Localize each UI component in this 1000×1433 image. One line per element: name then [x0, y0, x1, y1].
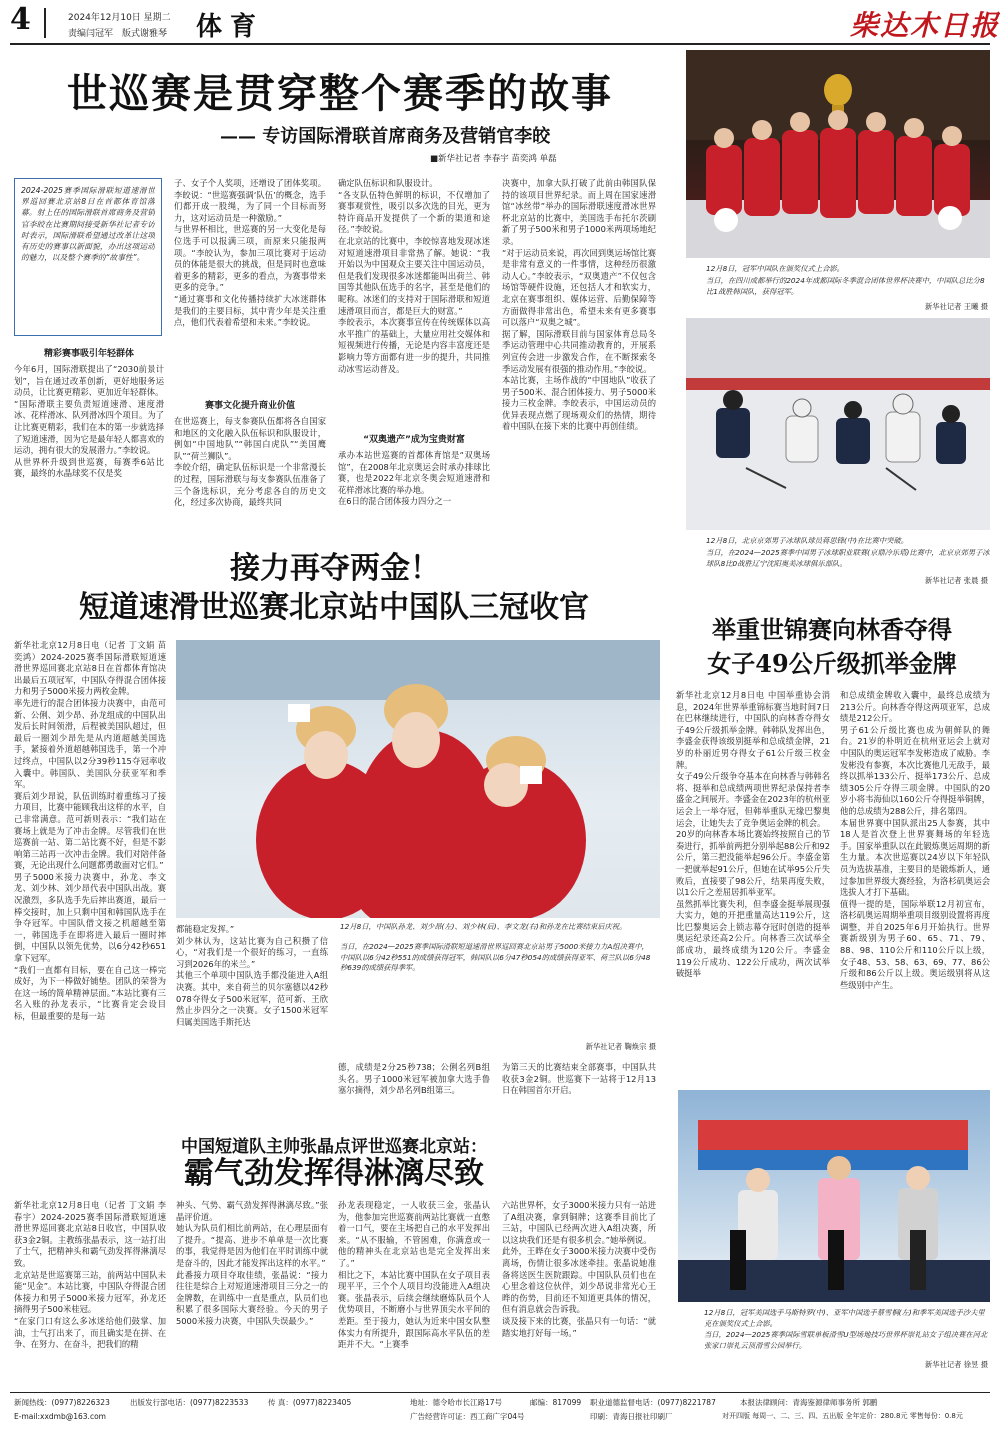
issue-date: 2024年12月10日 星期二 — [68, 13, 171, 23]
photo3-caption: 12月8日，中国队孙龙、刘少昂(左)、刘少林(后)、李文龙(右)和孙龙在比赛结束后庆祝。 — [340, 922, 627, 931]
footer — [10, 1396, 990, 1430]
footer-news-hotline: 新闻热线：(0977)8226323 — [14, 1398, 110, 1407]
article2-col2: 都能稳定发挥。” 刘少林认为，这站比赛为自己积攒了信心，“对我们是一个很好的练习，一直练习到2026年的米兰。” 其他三个单项中国队选手都没能进入A组决赛。其中，来自荷兰的贝尔塞德以42秒078夺得女子500米冠军，范可新、王欣然止步四分之一决赛。女子1500米冠军归属美国选手斯托达 — [176, 924, 328, 1027]
article2-col1: 新华社北京12月8日电（记者 丁文娟 苗奕鸿）2024-2025赛季国际滑联短道速滑世界巡回赛北京站8日在首都体育馆决出最后五项冠军，中国队夺得混合团体接力和男子5000米接力两枚金牌。 率先进行的混合团体接力决赛中，由范可新、公俐、刘少昂、孙龙组成的中国队出发后长时间领滑，后程被美国队超过，但最后一圈刘少昂先是从内道超越美国选手，紧接着外道超越韩国选手，第一个冲过终点，中国队以2分39秒115夺冠率收入囊中。韩国队、美国队分获亚军和季军。 赛后刘少昂说，队伍训练时着重练习了接力项目，比赛中能顾我出这样的水平，自己非常满意。范可新则表示：“我们站在赛场上就是为了冲击金牌。尽管我们在世巡赛前一站、第二站比赛不好，但是不影响第三站再一次冲击金牌。我们对陪伴备赛，无论出现什么问题都勇敢面对它们。” 男子5000米接力决赛中，孙龙、李文龙、刘少林、刘少昂代表中国队出战。赛况激烈，多队选手先后摔出赛道，最后一棒交接时，加上只剩中国和韩国队选手在争夺冠军。中国队借文接之机超越至第一，韩国选手在即将进入最后一圈时摔倒，中国队以领先优势，以6分42秒651拿下冠军。 “我们一直都有目标，要在自己这一棒完成好，为下一棒做好铺垫。团队的荣誉为在这一场的简单精神层面。”本站比赛有三名入账的孙龙表示，“比赛肯定会设目标，但最重要的是每一站 — [14, 640, 166, 1021]
photo-snowboard-podium — [678, 1090, 990, 1302]
article3-col1: 新华社北京12月8日电 中国举重协会消息，2024年世界举重锦标赛当地时间7日在巴林继续进行，中国队的向林香夺得女子49公斤级抓举金牌。韩韩队发挥出色，李盛金获得该级别挺举和总成绩金牌，21岁的朴丽近男夺得女子61公斤级三枚金牌。 女子49公斤级争夺基本在向林香与韩韩名将、挺举和总成绩两项世界纪录保持者李盛金之间展开。李盛金在2023年的杭州亚运会上一举夺冠，但韩举重队无缘巴黎奥运会，让她失去了竞争奥运金牌的机会。 20岁的向林香本场比赛始终按照自己的节奏进行，抓举前两把分别举起88公斤和92公斤，第三把没能举起96公斤。李盛金第一把就举起91公斤，但她在试举95公斤失败后，直接要了98公斤，结果再度失败，以1公斤之差屈居抓举亚军。 虽然抓举比赛失利，但李盛金挺举展现强大实力，她的开把重量高达119公斤，这比巴黎奥运会上锁志幕夺冠时创造的挺举奥运纪录还高2公斤。向林香三次试举全部成功，最终成绩为120公斤。李盛金119公斤成功、122公斤成功，两次试举破挺举 — [676, 690, 830, 979]
footer-ad-license: 广告经营许可证：西工商广字04号 — [410, 1412, 525, 1421]
photo-team-celebration — [686, 50, 990, 258]
article2-col3: 德，成绩是2分25秒738；公俐名列B组头名。男子1000米冠军被加拿大选手鲁塞尔摘得，刘少昂名列B组第三。 — [338, 1062, 490, 1096]
article2-title-line1: 接力再夺两金！ — [230, 551, 440, 586]
masthead — [0, 0, 1000, 46]
photo-relay-celebration — [176, 640, 660, 918]
masthead-divider — [44, 8, 46, 38]
article1-col2: 子、女子个人奖项，还增设了团体奖项。李皎说：“世巡赛强调‘队伍’的概念，选手们都开成一股绳，为了同一个目标而努力，这对运动员是一种激励。” 与世界杯相比，世巡赛的另一大变化是每位选手可以报满三项，而原来只能报两项。“李皎认为，参加三项比赛对于运动员的体能是很大的挑战，但是同时也意味着更多的精彩，更多的看点，为赛事带来更多的竞争。” “通过赛事和文化传播持续扩大冰迷群体是我们的主要目标，其中青少年是关注重点，他们代表着希望和未来。”李皎说。 — [174, 178, 326, 328]
footer-pricing: 对开四版 每周一、二、三、四、五出版 全年定价：280.8元 零售每份：0.8元 — [722, 1412, 963, 1420]
photo4-description: 当日，2024—2025赛季国际雪联单板滑雪U型场地技巧世界杯崇礼站女子组决赛在河北张家口崇礼云顶滑雪公园举行。 — [704, 1330, 988, 1350]
photo2-caption: 12月8日，北京京郊男子冰球队球员蒋思锋(中)在比赛中突破。 — [706, 536, 909, 545]
photo4-caption: 12月8日，冠军美国选手马斯特罗(中)、亚军中国选手蔡雪桐(左)和季军美国选手沙夫里克在颁奖仪式上合影。 — [704, 1308, 985, 1328]
section-title: 体育 — [196, 12, 265, 42]
article1-section3-title: “双奥遗产”成为宝贵财富 — [363, 435, 465, 445]
photo1-caption: 12月8日，冠军中国队在颁奖仪式上合影。 — [706, 264, 844, 273]
article2-title-line2: 短道速滑世巡赛北京站中国队三冠收官 — [79, 590, 589, 625]
editor-credit: 责编闫冠军 — [68, 29, 114, 39]
photo3-credit: 新华社记者 鞠焕宗 摄 — [585, 1042, 656, 1051]
article1-col1: 今年6月，国际滑联提出了“2030前景计划”，旨在通过改革创新，更好地服务运动员，让比赛更精彩、更加近年轻群体。 “国际滑联主要负责短道速滑、速度滑冰、花样滑冰、队列滑冰四个项目。为了让比赛更精彩，我们在本的第一步就选择了短道速滑，因为它是最年轻人都喜欢的运动，拥有很大的发展潜力。”李皎说。 从世界杯升级到世巡赛，每赛季6站比赛，最终的水晶球奖不仅是奖 — [14, 364, 164, 479]
article4-title: 霸气劲发挥得淋漓尽致 — [184, 1156, 484, 1191]
photo-ice-hockey — [686, 318, 990, 530]
photo2-description: 当日，在2024—2025赛季中国男子冰球职业联赛(京鼎冷乐塔)比赛中，北京京郊男子冰球队8比0战胜辽宁沈阳奥美冰球俱乐部队。 — [706, 548, 990, 568]
footer-legal-advisor: 本报法律顾问：青海鉴源律师事务所 郭鹏 — [740, 1398, 878, 1407]
article4-kicker: 中国短道队主帅张晶点评世巡赛北京站： — [181, 1137, 487, 1157]
footer-distribution-phone: 出版发行部电话：(0977)8223533 — [130, 1398, 249, 1407]
article1-col3: 确定队伍标识和队服设计。 “各支队伍特色鲜明的标识，不仅增加了赛事观赏性，吸引以多次选的目光，更为特许商品开发提供了一个新的渠道和途径。”李皎说。 在北京站的比赛中，李皎惊喜地发现冰迷对短道速滑项目非常热了解。她说：“我开始以为中国观众主要关注中国运动员，但是我们发现很多冰迷都能叫出荷兰、韩国等其他队伍选手的名字，甚至是他们的昵称。冰迷们的支持对于国际滑联和短道速滑项目而言，都是巨大的财富。” 李皎表示，本次赛事宣传在传统媒体以高水平推广的基础上，大量应用社交媒体和短视频进行传播，无论是内容丰富度还是影响力等方面都有进一步的提升，共同推动冰雪运动普及。 — [338, 178, 490, 374]
designer-credit: 版式谢雅琴 — [122, 29, 168, 39]
article4-col4: 六站世界杯，女子3000米接力只有一站进了A组决赛，拿到铜牌；这赛季目前比了三站，中国队已经两次进入A组决赛，所以这块我们还是有很多机会。”她举例说。 此外，王晔在女子3000米接力决赛中受伤离场，伤情让很多冰迷牵挂。张晶说她准备将送医生医院跟踪。中国队队员们也在心里念着这位伙伴，刘少昂说非常光心王晔的伤势，目前还不知道更具体的情况，但有消息就会告诉我。 谈及接下来的比赛，张晶只有一句话：“就踏实地打好每一场。” — [502, 1200, 656, 1338]
newspaper-logo: 柴达木日报 — [850, 9, 1000, 42]
footer-printer: 印刷：青海日报社印刷厂 — [590, 1412, 673, 1421]
article4-col2: 神头、气势、霸气劲发挥得淋漓尽致。”张晶评价道。 她认为队员们相比前两站，在心理层面有了提升。“提高、进步不单单是一次比赛的事，我觉得是因为他们在平时训练中就是奋斗的，因此才能发挥出这样的水平。” 此番接力项目夺取佳绩，张晶说：“接力往往是综合上对短道速滑项目三分之一的金牌数，在训练中一直是重点，队员们也积累了很多国际大赛经验。今天的男子5000米接力决赛，中国队失误最少。” — [176, 1200, 328, 1326]
page-number: 4 — [10, 2, 31, 37]
snowboard-podium-illustration — [678, 1090, 990, 1302]
article3-title-line1: 举重世锦赛向林香夺得 — [712, 615, 952, 644]
article1-col4: 决赛中，加拿大队打破了此前由韩国队保持的该项目世界纪录。而上周在国家速滑馆“冰丝带”举办的国际滑联速度滑冰世界杯北京站的比赛中，美国选手布托尔茨刷新了男子500米和男子1000米两项场地纪录。 “对于运动员来说，再次回到奥运场馆比赛是非常有意义的一件事情，这种经历很激动人心。”李皎表示，“双奥遗产”不仅包含场馆等硬件设施，还包括人才和软实力，北京在赛事组织、媒体运营、后勤保障等方面做得非常出色，希望未来有更多赛事可以落户“双奥之城”。 据了解，国际滑联目前与国家体育总局冬季运动管理中心共同推动教育的，开展系列宣传会进一步激发合作，在不断探索冬季运动发展有很强的推动作用。”李皎说。 本站比赛，主场作战的“中国地队”收获了男子500米、混合团体接力、男子5000米接力三枚金牌。李皎表示，中国运动员的优异表现点燃了现场观众们的热情，期待着中国队在接下来的比赛中再创佳绩。 — [502, 178, 656, 432]
article1-intro-box — [14, 178, 162, 336]
masthead-rule — [10, 43, 990, 45]
article3-title-line2: 女子49公斤级抓举金牌 — [707, 649, 957, 678]
article3-col2: 和总成绩金牌收入囊中，最终总成绩为213公斤。向林香夺得这两项亚军，总成绩是212公斤。 男子61公斤级比赛也成为朝鲜队的舞台。21岁的朴明近在杭州亚运会上就对中国队的奥运冠军李发彬造成了威胁。李发彬没有参赛，本次比赛他几无敌手，最终以抓举133公斤、挺举173公斤、总成绩305公斤夺得三项金牌。中国队的20岁小将韦海仙以160公斤夺得挺举铜牌，他的总成绩为288公斤，排名第四。 本届世界赛中国队派出25人参赛，其中18人是首次登上世界赛舞场的年轻选手。国家举重队以在此锻炼奥运周期的新生力量。本次世巡赛以24岁以下年轻队员为选拔基准，主要目的是锻炼新人，通过参加世界级大赛经验，为洛杉矶奥运会选拔人才打下基础。 值得一提的是，国际举联12月初宣布，洛杉矶奥运周期举重项目级别设置将再度调整，并自2025年6月开始执行。世界赛新级别为男子60、65、71、79、88、98、110公斤和110公斤以上级，女子48、53、58、63、69、77、86公斤级和86公斤以上级。奥运级别将从这些级别中产生。 — [840, 690, 990, 990]
footer-rule — [10, 1392, 990, 1393]
relay-celebration-illustration — [176, 640, 660, 918]
article1-section1-title: 精彩赛事吸引年轻群体 — [43, 349, 134, 359]
footer-ethics-phone: 职业道德监督电话：(0977)8221787 — [590, 1398, 716, 1407]
article2-col4: 为第三天的比赛结束全部赛事，中国队共收获3金2铜。世巡赛下一站将于12月13日在韩国首尔开启。 — [502, 1062, 656, 1096]
team-celebration-illustration — [686, 50, 990, 258]
article1-title: 世巡赛是贯穿整个赛季的故事 — [67, 70, 613, 117]
article4-col3: 孙龙表现稳定，一人收获三金，张晶认为，他参加完世巡赛前两站比赛就一直憋着一口气，要在主场把自己的水平发挥出来。“从不服输，不管困难，你满意或一他的精神头在北京站也是完全发挥出来了。” 相比之下，本站比赛中国队在女子项目表现平平，三个个人项目均没能进入A组决赛。张晶表示，后续会继续磨炼队员个人优势项目，不断磨小与世界顶尖水平间的差距。至于接力，她认为近来中国女队整体实力有所提升，跟国际高水平队伍的差距并不大。“上赛季 — [338, 1200, 490, 1350]
footer-fax: 传 真：(0977)8223405 — [268, 1398, 352, 1407]
article4-col1: 新华社北京12月8日电（记者 丁文娟 李春宇）2024-2025赛季国际滑联短道速滑世界巡回赛北京站8日收官，中国队收获3金2铜。主教练张晶表示，这一站打出了士气，把精神头和霸气劲发挥得淋漓尽致。 北京站是世巡赛第三站，前两站中国队未能“见金”。本站比赛，中国队夺得混合团体接力和男子5000米接力冠军，孙龙还摘得男子500米桂冠。 “在家门口有这么多冰迷给他们鼓掌、加油，士气打出来了，而且确实是在拼、在争、在努力、在奋斗，把我们的精 — [14, 1200, 166, 1350]
ice-hockey-illustration — [686, 318, 990, 530]
article1-subtitle: —— 专访国际滑联首席商务及营销官李皎 — [220, 126, 551, 147]
footer-address: 地址：德令哈市长江路17号 — [410, 1398, 503, 1407]
photo3-description: 当日，在2024—2025赛季国际滑联短道速滑世界巡回赛北京站男子5000米接力力A组决赛中，中国队以6分42秒551的成绩获得冠军，韩国队以6分47秒054的成绩获得亚军、荷兰队以6分48秒639的成绩获得季军。 — [340, 942, 651, 972]
article1-col3b: 承办本站世巡赛的首都体育馆是“双奥场馆”，在2008年北京奥运会时承办排球比赛，也是2022年北京冬奥会短道速滑和花样滑冰比赛的举办地。 在6日的混合团体接力四分之一 — [338, 450, 490, 507]
footer-email: E-mail:xxdmb@163.com — [14, 1412, 106, 1421]
article1-section2-title: 赛事文化提升商业价值 — [204, 401, 295, 411]
article1-intro: 2024-2025赛季国际滑联短道速滑世界巡回赛北京站8日在首都体育馆落幕。射上任的国际滑联首席商务及营销官李皎在比赛期间接受新华社记者专访时表示，国际滑联希望通过改革让这项有历史的赛事以新面貌，办出这项运动的魅力，以及整个赛季的“故事性”。 — [21, 186, 155, 263]
photo1-description: 当日，在四川成都举行的2024年成都国际冬季混合团体世界杯决赛中，中国队总比分8比1战胜韩国队，获得冠军。 — [706, 276, 985, 296]
article1-byline: ■新华社记者 李春宇 苗奕鸿 单磊 — [430, 154, 557, 164]
footer-postcode: 邮编：817099 — [530, 1398, 582, 1407]
photo1-credit: 新华社记者 王曦 摄 — [924, 302, 988, 311]
photo4-credit: 新华社记者 徐昱 摄 — [924, 1360, 988, 1369]
article1-col2b: 在世巡赛上，每支参赛队伍都将各自国家和地区的文化融入队伍标识和队服设计，例如“中国地队”“韩国白虎队”“美国鹰队”“荷兰狮队”。 李皎介绍，确定队伍标识是一个非常漫长的过程，国际滑联与每支参赛队伍准备了三个备选标识，充分考虑各自的历史文化，经过多次协商，最终共同 — [174, 416, 326, 508]
photo2-credit: 新华社记者 张晨 摄 — [924, 576, 988, 585]
